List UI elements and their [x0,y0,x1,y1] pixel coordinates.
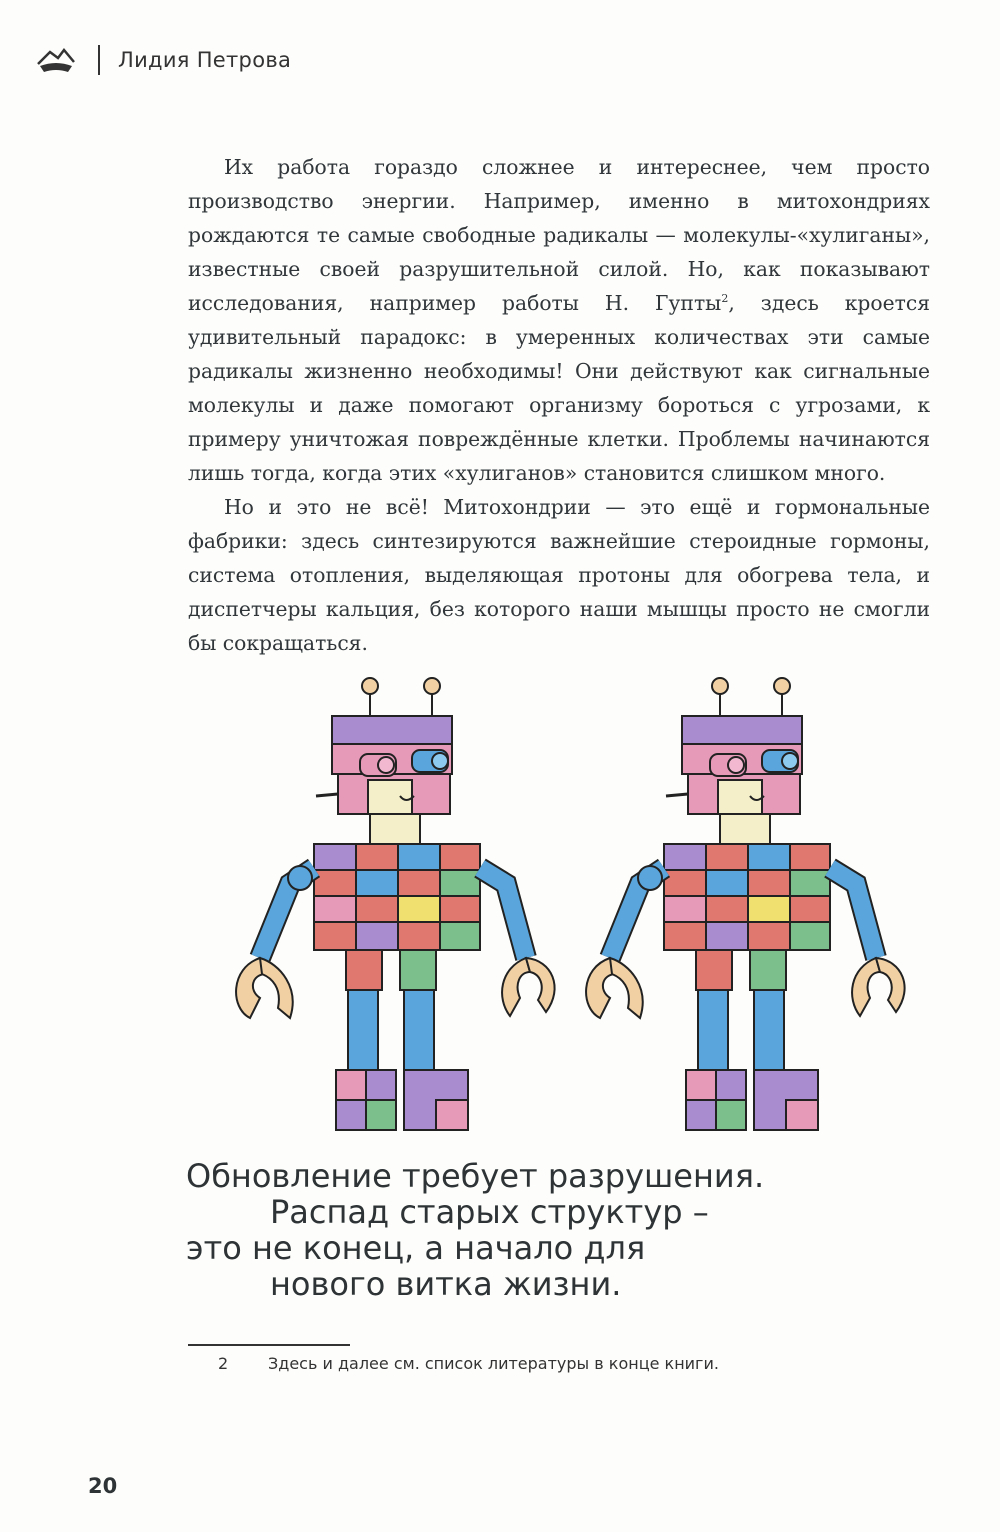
footnote-number: 2 [218,1354,229,1373]
page-header [36,38,436,82]
paragraph-2: Но и это не всё! Митохондрии — это ещё и гормональные фабрики: здесь синтезируются важнейшие стероидные гормоны, система отопления, выделяющая протоны для обогрева тела, и диспетчеры кальция, без которого наши мышцы просто не смогли бы сокращаться. [188,495,930,655]
footnote-text: Здесь и далее см. список литературы в конце книги. [268,1354,719,1373]
quote-line-1: Обновление требует разрушения. [186,1157,765,1195]
page-number: 20 [88,1474,118,1498]
body-text [188,150,930,660]
quote-line-4: нового витка жизни. [270,1265,622,1303]
pull-quote [186,1158,886,1302]
footnote-rule [188,1344,350,1346]
robot-illustration [220,668,920,1148]
robot-right [586,678,905,1130]
paragraph-1-part-b: , здесь кроется удивительный парадокс: в умеренных количествах эти самые радикалы жизненно необходимы! Они действуют как сигнальные молекулы и даже помогают организму бороться с угрозами, к примеру уничтожая повреждённые клетки. Проблемы начинаются лишь тогда, когда этих «хулиганов» становится слишком много. [188,291,930,485]
footnote [218,1354,719,1373]
author-name: Лидия Петрова [118,48,292,72]
robot-left [236,678,555,1130]
paragraph-1 [188,150,930,490]
mountain-logo-icon [36,44,76,76]
quote-line-2: Распад старых структур – [270,1193,709,1231]
quote-line-3: это не конец, а начало для [186,1229,646,1267]
paragraph-1-part-a: Их работа гораздо сложнее и интереснее, чем просто производство энергии. Например, именно в митохондриях рождаются те самые свободные радикалы — молекулы-«хулиганы», известные своей разрушительной силой. Но, как показывают исследования, например работы Н. Гупты [188,155,930,315]
footnote-ref[interactable]: 2 [721,292,729,305]
header-divider [98,45,100,75]
